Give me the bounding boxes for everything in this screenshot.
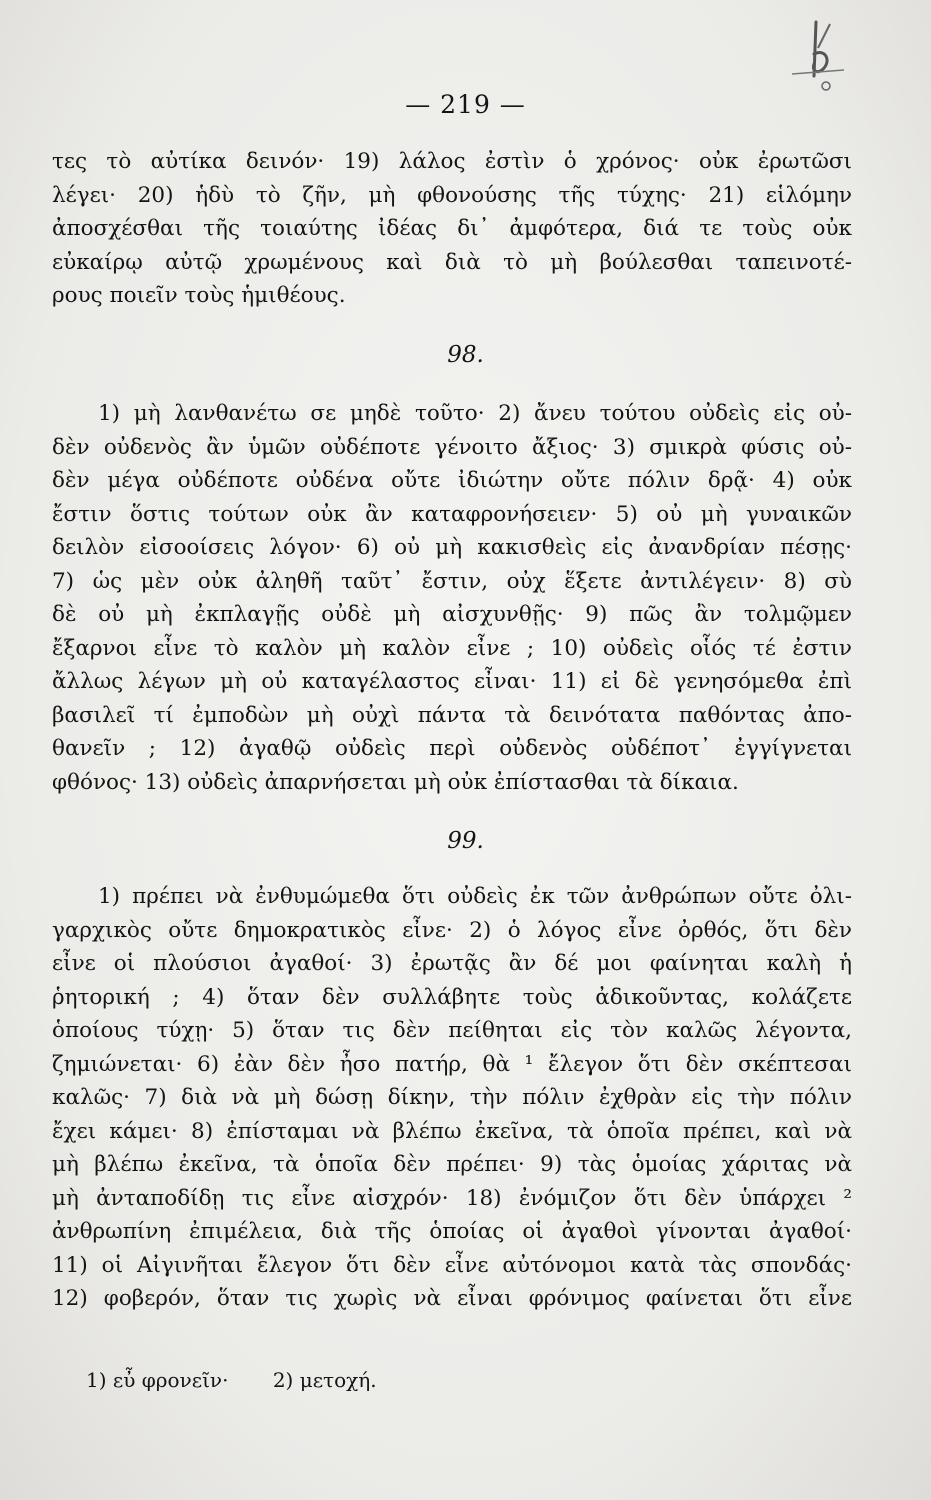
text-line: ρους ποιεῖν τοὺς ἡμιθέους.: [52, 283, 346, 308]
text-line: 11) οἱ Αἰγινῆται ἔλεγον ὅτι δὲν εἶνε αὐτόνομοι κατὰ τὰς σπονδάς·: [52, 1252, 852, 1278]
footnote-1: 1) εὖ φρονεῖν·: [86, 1368, 229, 1392]
page-number: — 219 —: [405, 90, 526, 119]
text-line: ἀποσχέσθαι τῆς τοιαύτης ἰδέας δι᾽ ἀμφότερα, διά τε τοὺς οὐκ: [52, 216, 852, 241]
text-line: 12) φοβερόν, ὅταν τις χωρὶς νὰ εἶναι φρόνιμος φαίνεται ὅτι εἶνε: [52, 1286, 852, 1311]
handwritten-pencil-mark: [782, 18, 852, 98]
text-line: βασιλεῖ τί ἐμποδὼν μὴ οὐχὶ πάντα τὰ δεινότατα παθόντας ἀπο-: [52, 702, 852, 728]
text-line: θανεῖν ; 12) ἀγαθῷ οὐδεὶς περὶ οὐδενὸς οὐδέποτ᾽ ἐγγίγνεται: [52, 736, 852, 761]
text-line: ἄλλως λέγων μὴ οὐ καταγέλαστος εἶναι· 11) εἰ δὲ γενησόμεθα ἐπὶ: [52, 669, 852, 694]
text-line: 7) ὡς μὲν οὐκ ἀληθῆ ταῦτ᾽ ἔστιν, οὐχ ἕξετε ἀντιλέγειν· 8) σὺ: [52, 568, 852, 594]
text-line: τες τὸ αὐτίκα δεινόν· 19) λάλος ἐστὶν ὁ χρόνος· οὐκ ἐρωτῶσι: [52, 149, 852, 174]
section-heading-98: 98.: [447, 342, 484, 368]
text-line: εὐκαίρῳ αὐτῷ χρωμένους καὶ διὰ τὸ μὴ βούλεσθαι ταπεινοτέ-: [52, 249, 852, 275]
section-heading-99: 99.: [447, 828, 484, 854]
section-97-continuation: [52, 145, 852, 313]
text-line: λέγει· 20) ἡδὺ τὸ ζῆν, μὴ φθονούσης τῆς τύχης· 21) εἱλόμην: [52, 182, 852, 208]
text-line: δειλὸν εἰσοοίσεις λόγον· 6) οὐ μὴ κακισθεὶς εἰς ἀνανδρίαν πέσῃς·: [52, 535, 852, 560]
text-line: φθόνος· 13) οὐδεὶς ἀπαρνήσεται μὴ οὐκ ἐπίστασθαι τὰ δίκαια.: [52, 769, 739, 795]
text-line: ἔχει κάμει· 8) ἐπίσταμαι νὰ βλέπω ἐκεῖνα, τὰ ὁποῖα πρέπει, καὶ νὰ: [52, 1118, 852, 1144]
text-line: εἶνε οἱ πλούσιοι ἀγαθοί· 3) ἐρωτᾷς ἂν δέ μοι φαίνηται καλὴ ἡ: [52, 951, 852, 976]
footnotes: [86, 1368, 415, 1392]
text-line: δὲν μέγα οὐδέποτε οὐδένα οὔτε ἰδιώτην οὔτε πόλιν δρᾷ· 4) οὐκ: [52, 468, 852, 493]
text-line: δὲν οὐδενὸς ἂν ὑμῶν οὐδέποτε γένοιτο ἄξιος· 3) σμικρὰ φύσις οὐ-: [52, 434, 852, 460]
text-line: ἀνθρωπίνη ἐπιμέλεια, διὰ τῆς ὁποίας οἱ ἀγαθοὶ γίνονται ἀγαθοί·: [52, 1219, 852, 1244]
text-line: ὁποίους τύχῃ· 5) ὅταν τις δὲν πείθηται εἰς τὸν καλῶς λέγοντα,: [52, 1018, 852, 1043]
text-line: 1) μὴ λανθανέτω σε μηδὲ τοῦτο· 2) ἄνευ τούτου οὐδεὶς εἰς οὐ-: [98, 401, 852, 426]
text-line: 1) πρέπει νὰ ἐνθυμώμεθα ὅτι οὐδεὶς ἐκ τῶν ἀνθρώπων οὔτε ὀλι-: [98, 884, 852, 909]
text-line: ἔξαρνοι εἶνε τὸ καλὸν μὴ καλὸν εἶνε ; 10) οὐδεὶς οἷός τέ ἐστιν: [52, 635, 852, 661]
footnote-2: 2) μετοχή.: [272, 1368, 377, 1392]
section-99: [52, 880, 852, 1316]
section-98: [52, 397, 852, 799]
text-line: μὴ ἀνταποδίδῃ τις εἶνε αἰσχρόν· 18) ἐνόμιζον ὅτι δὲν ὑπάρχει ²: [52, 1185, 852, 1211]
text-line: καλῶς· 7) διὰ νὰ μὴ δώσῃ δίκην, τὴν πόλιν ἐχθρὰν εἰς τὴν πόλιν: [52, 1085, 852, 1110]
text-line: ἔστιν ὅστις τούτων οὐκ ἂν καταφρονήσειεν· 5) οὐ μὴ γυναικῶν: [52, 501, 852, 527]
text-line: μὴ βλέπω ἐκεῖνα, τὰ ὁποῖα δὲν πρέπει· 9) τὰς ὁμοίας χάριτας νὰ: [52, 1152, 852, 1177]
text-line: γαρχικὸς οὔτε δημοκρατικὸς εἶνε· 2) ὁ λόγος εἶνε ὀρθός, ὅτι δὲν: [52, 917, 852, 943]
text-line: ζημιώνεται· 6) ἐὰν δὲν ἦσο πατήρ, θὰ ¹ ἔλεγον ὅτι δὲν σκέπτεσαι: [52, 1051, 852, 1077]
text-line: δὲ οὐ μὴ ἐκπλαγῇς οὐδὲ μὴ αἰσχυνθῇς· 9) πῶς ἂν τολμῷμεν: [52, 602, 852, 627]
text-line: ῥητορική ; 4) ὅταν δὲν συλλάβητε τοὺς ἀδικοῦντας, κολάζετε: [52, 984, 852, 1010]
